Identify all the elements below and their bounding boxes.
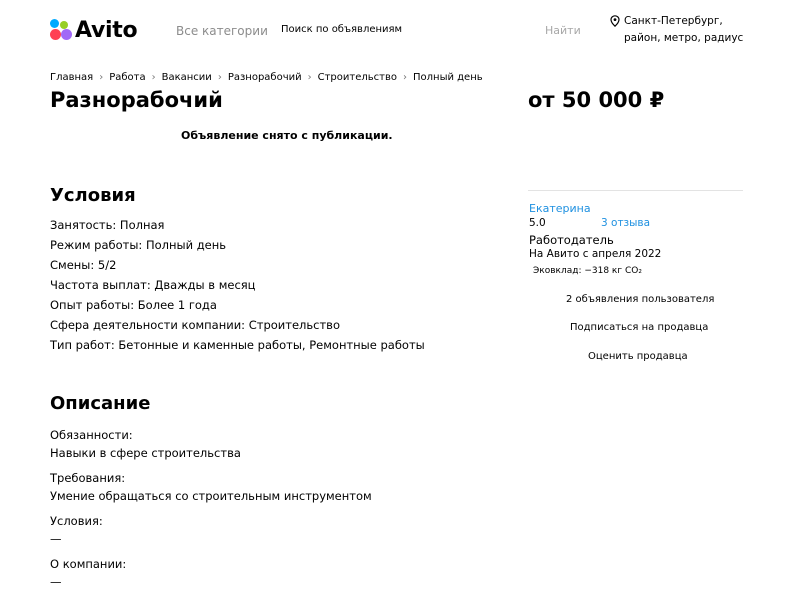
- seller-since: На Авито с апреля 2022: [529, 248, 662, 260]
- description-label: О компании:: [50, 557, 127, 571]
- condition-value: Полная: [119, 218, 165, 232]
- condition-value: Полный день: [145, 238, 227, 252]
- condition-label: Частота выплат:: [50, 278, 151, 292]
- description-text: —: [50, 575, 62, 589]
- chevron-right-icon: ›: [403, 72, 407, 83]
- condition-label: Сфера деятельности компании:: [50, 318, 246, 332]
- chevron-right-icon: ›: [217, 72, 222, 83]
- condition-row: [50, 298, 217, 312]
- condition-value: 5/2: [97, 258, 117, 272]
- seller-type: Работодатель: [529, 233, 614, 247]
- condition-row: [50, 318, 340, 332]
- location-city[interactable]: Санкт-Петербург,: [624, 15, 723, 27]
- condition-label: Тип работ:: [50, 338, 115, 352]
- seller-ads-link[interactable]: 2 объявления пользователя: [566, 294, 715, 305]
- chevron-right-icon: ›: [307, 72, 312, 83]
- search-input[interactable]: Поиск по объявлениям: [281, 24, 403, 35]
- location-filter[interactable]: район, метро, радиус: [624, 32, 744, 44]
- page-title: Разнорабочий: [50, 88, 223, 112]
- rate-seller-button[interactable]: Оценить продавца: [588, 351, 688, 362]
- avito-logo[interactable]: [50, 17, 137, 43]
- condition-row: [50, 258, 116, 272]
- location-pin-icon: [610, 15, 620, 27]
- description-label: Обязанности:: [50, 428, 133, 442]
- breadcrumb-item-vacancies[interactable]: Вакансии: [161, 72, 212, 83]
- all-categories-button[interactable]: Все категории: [176, 24, 268, 38]
- breadcrumb-item-home[interactable]: Главная: [50, 72, 94, 83]
- find-button[interactable]: Найти: [545, 24, 581, 37]
- avito-logo-dots-icon: [50, 19, 72, 41]
- breadcrumb-item-fullday[interactable]: Полный день: [413, 72, 483, 83]
- condition-value: Более 1 года: [137, 298, 217, 312]
- description-label: Условия:: [50, 514, 103, 528]
- condition-label: Опыт работы:: [50, 298, 135, 312]
- chevron-right-icon: ›: [99, 72, 104, 83]
- condition-value: Дважды в месяц: [154, 278, 256, 292]
- description-text: Умение обращаться со строительным инструментом: [50, 489, 372, 503]
- removed-notice: Объявление снято с публикации.: [181, 129, 393, 142]
- condition-label: Режим работы:: [50, 238, 143, 252]
- condition-value: Строительство: [248, 318, 340, 332]
- breadcrumb-item-handyman[interactable]: Разнорабочий: [227, 72, 302, 83]
- breadcrumb: [50, 72, 483, 83]
- eco-contribution: Эковклад: −318 кг CO₂: [533, 266, 642, 276]
- conditions-heading: Условия: [50, 185, 136, 206]
- condition-label: Смены:: [50, 258, 95, 272]
- condition-value: Бетонные и каменные работы, Ремонтные работы: [118, 338, 425, 352]
- breadcrumb-item-work[interactable]: Работа: [109, 72, 146, 83]
- chevron-right-icon: ›: [151, 72, 156, 83]
- description-text: —: [50, 532, 62, 546]
- seller-rating: 5.0: [529, 217, 546, 229]
- subscribe-seller-button[interactable]: Подписаться на продавца: [570, 322, 709, 333]
- logo-text: Avito: [75, 17, 138, 43]
- description-heading: Описание: [50, 393, 151, 414]
- description-text: Навыки в сфере строительства: [50, 446, 241, 460]
- price: от 50 000 ₽: [528, 88, 665, 112]
- condition-row: [50, 338, 425, 352]
- breadcrumb-item-construction[interactable]: Строительство: [317, 72, 397, 83]
- condition-row: [50, 218, 164, 232]
- condition-label: Занятость:: [50, 218, 117, 232]
- divider: [528, 190, 743, 191]
- seller-name-link[interactable]: Екатерина: [529, 202, 591, 215]
- seller-reviews-link[interactable]: 3 отзыва: [601, 217, 651, 229]
- condition-row: [50, 238, 226, 252]
- condition-row: [50, 278, 256, 292]
- description-label: Требования:: [50, 471, 126, 485]
